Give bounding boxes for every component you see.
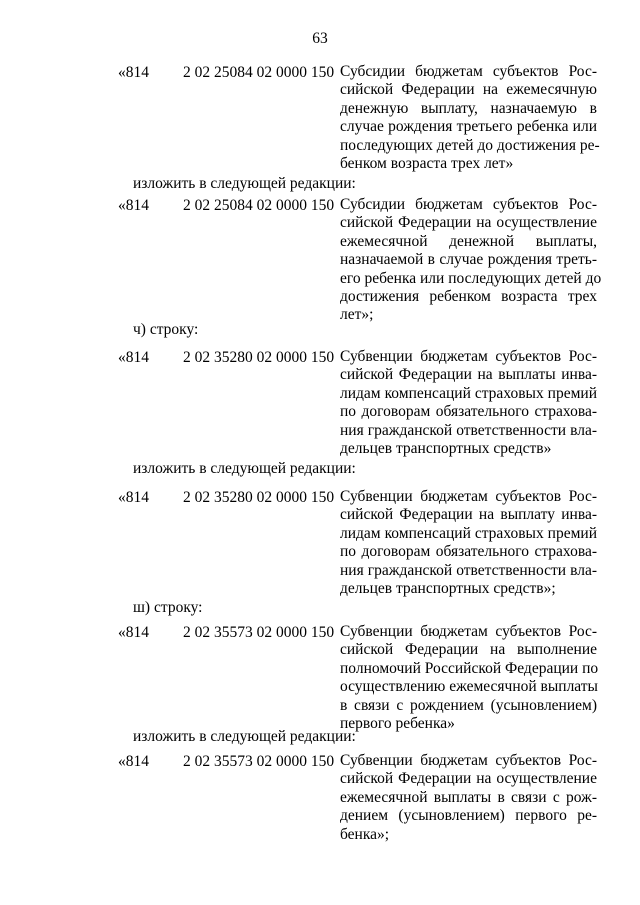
row-description [340, 196, 602, 325]
admin-code: «814 [118, 64, 149, 81]
description-line: последующих детей до достижения ре- [340, 136, 600, 154]
budget-classification-code: 2 02 35573 02 0000 150 [183, 753, 335, 770]
row-description [340, 348, 597, 458]
description-line: Субвенции бюджетам субъектов Рос- [340, 752, 597, 769]
description-line: случае рождения третьего ребенка или [340, 118, 597, 136]
page-number: 63 [312, 30, 328, 47]
row-description [340, 63, 600, 173]
row-description [340, 752, 597, 844]
description-line: дением (усыновлением) первого ре- [340, 807, 597, 825]
admin-code: «814 [118, 624, 149, 641]
description-line: сийской Федерации на выполнение [340, 641, 597, 659]
description-line: Субсидии бюджетам субъектов Рос- [340, 196, 597, 213]
description-line: дельцев транспортных средств» [340, 440, 552, 458]
budget-classification-code: 2 02 35573 02 0000 150 [183, 624, 335, 641]
description-line: бенком возраста трех лет» [340, 155, 514, 173]
description-line: дельцев транспортных средств»; [340, 580, 556, 598]
description-line: по договорам обязательного страхова- [340, 543, 597, 561]
description-line: сийской Федерации на осуществление [340, 214, 597, 232]
description-line: сийской Федерации на выплаты инва- [340, 366, 597, 384]
description-line: денежную выплату, назначаемую в [340, 99, 597, 117]
admin-code: «814 [118, 349, 149, 366]
instruction-paragraph: ш) строку: [133, 599, 203, 616]
description-line: сийской Федерации на выплату инва- [340, 506, 597, 524]
budget-classification-code: 2 02 25084 02 0000 150 [183, 64, 335, 81]
description-line: полномочий Российской Федерации по [340, 659, 599, 677]
instruction-paragraph: изложить в следующей редакции: [133, 728, 356, 745]
admin-code: «814 [118, 489, 149, 506]
instruction-paragraph: ч) строку: [133, 321, 199, 338]
description-line: ния гражданской ответственности вла- [340, 561, 597, 579]
description-line: достижения ребенком возраста трех [340, 288, 597, 306]
description-line: по договорам обязательного страхова- [340, 403, 597, 421]
description-line: в связи с рождением (усыновлением) [340, 696, 597, 714]
description-line: ежемесячной выплаты в связи с рож- [340, 788, 597, 806]
instruction-paragraph: изложить в следующей редакции: [133, 175, 356, 192]
description-line: лидам компенсаций страховых премий [340, 384, 597, 402]
description-line: Субвенции бюджетам субъектов Рос- [340, 623, 597, 640]
row-description [340, 623, 597, 733]
description-line: лидам компенсаций страховых премий [340, 524, 597, 542]
description-line: его ребенка или последующих детей до [340, 269, 602, 287]
admin-code: «814 [118, 753, 149, 770]
budget-classification-code: 2 02 35280 02 0000 150 [183, 349, 335, 366]
description-line: ежемесячной денежной выплаты, [340, 232, 597, 250]
description-line: Субвенции бюджетам субъектов Рос- [340, 488, 597, 505]
row-description [340, 488, 597, 598]
budget-classification-code: 2 02 25084 02 0000 150 [183, 197, 335, 214]
description-line: бенка»; [340, 825, 390, 843]
description-line: Субвенции бюджетам субъектов Рос- [340, 348, 597, 365]
description-line: лет»; [340, 306, 374, 324]
description-line: осуществлению ежемесячной выплаты [340, 678, 598, 696]
description-line: первого ребенка» [340, 715, 455, 733]
description-line: назначаемой в случае рождения треть- [340, 251, 597, 269]
admin-code: «814 [118, 197, 149, 214]
description-line: Субсидии бюджетам субъектов Рос- [340, 63, 597, 80]
description-line: сийской Федерации на ежемесячную [340, 81, 597, 99]
budget-classification-code: 2 02 35280 02 0000 150 [183, 489, 335, 506]
description-line: сийской Федерации на осуществление [340, 770, 597, 788]
instruction-paragraph: изложить в следующей редакции: [133, 460, 356, 477]
description-line: ния гражданской ответственности вла- [340, 421, 597, 439]
